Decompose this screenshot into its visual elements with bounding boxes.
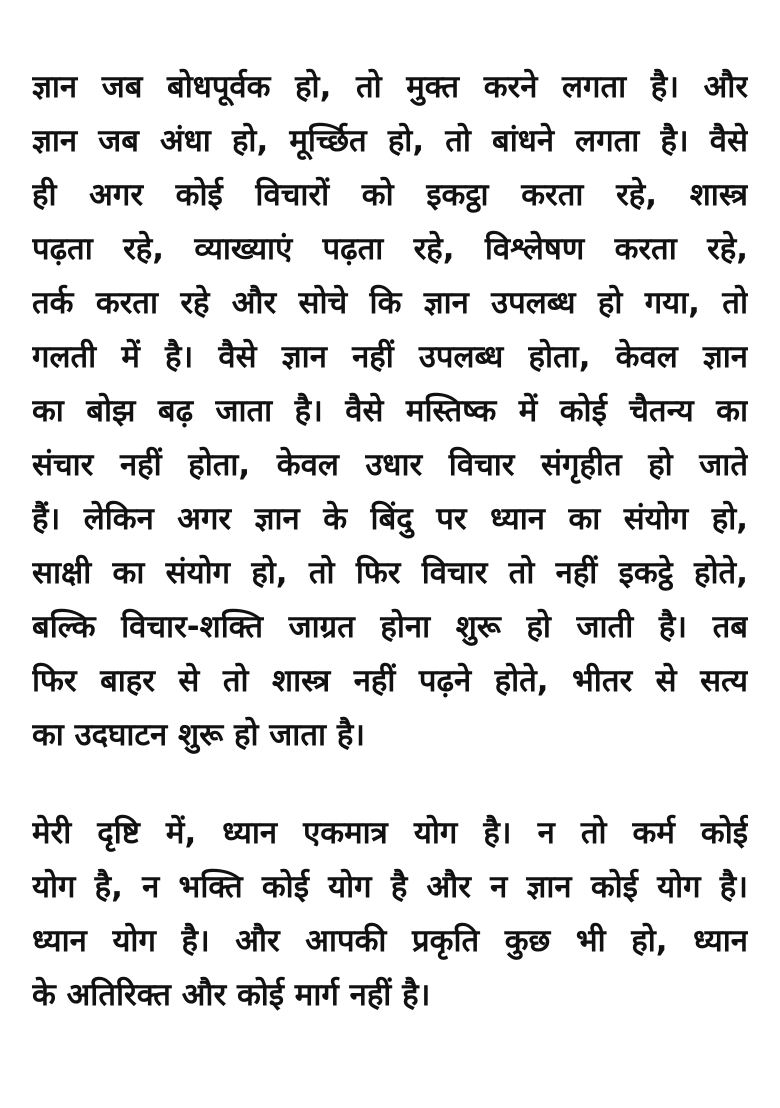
text-line: तर्क करता रहे और सोचे कि ज्ञान उपलब्ध हो गया, तो [32,285,748,321]
text-line: ध्यान योग है। और आपकी प्रकृति कुछ भी हो, ध्यान [32,923,748,959]
text-line: ज्ञान जब बोधपूर्वक हो, तो मुक्त करने लगता है। और [32,69,748,105]
paragraph-2 [32,806,748,1022]
text-line: का बोझ बढ़ जाता है। वैसे मस्तिष्क में कोई चैतन्य का [32,393,748,429]
text-line: बल्कि विचार-शक्ति जाग्रत होना शुरू हो जाती है। तब [32,609,748,645]
text-line: मेरी दृष्टि में, ध्यान एकमात्र योग है। न तो कर्म कोई [32,815,748,851]
text-line: फिर बाहर से तो शास्त्र नहीं पढ़ने होते, भीतर से सत्य [32,663,748,699]
paragraph-1 [32,60,748,762]
text-line: साक्षी का संयोग हो, तो फिर विचार तो नहीं इकट्ठे होते, [32,555,748,591]
text-line: हैं। लेकिन अगर ज्ञान के बिंदु पर ध्यान का संयोग हो, [32,501,748,537]
text-line: के अतिरिक्त और कोई मार्ग नहीं है। [32,977,431,1013]
text-line: योग है, न भक्ति कोई योग है और न ज्ञान कोई योग है। [32,869,748,905]
text-line: का उदघाटन शुरू हो जाता है। [32,717,366,753]
text-line: संचार नहीं होता, केवल उधार विचार संगृहीत हो जाते [32,447,748,483]
text-line: ही अगर कोई विचारों को इकट्ठा करता रहे, शास्त्र [32,177,748,213]
text-line: ज्ञान जब अंधा हो, मूर्च्छित हो, तो बांधने लगता है। वैसे [32,123,748,159]
text-line: गलती में है। वैसे ज्ञान नहीं उपलब्ध होता, केवल ज्ञान [32,339,748,375]
text-line: पढ़ता रहे, व्याख्याएं पढ़ता रहे, विश्लेषण करता रहे, [32,231,748,267]
